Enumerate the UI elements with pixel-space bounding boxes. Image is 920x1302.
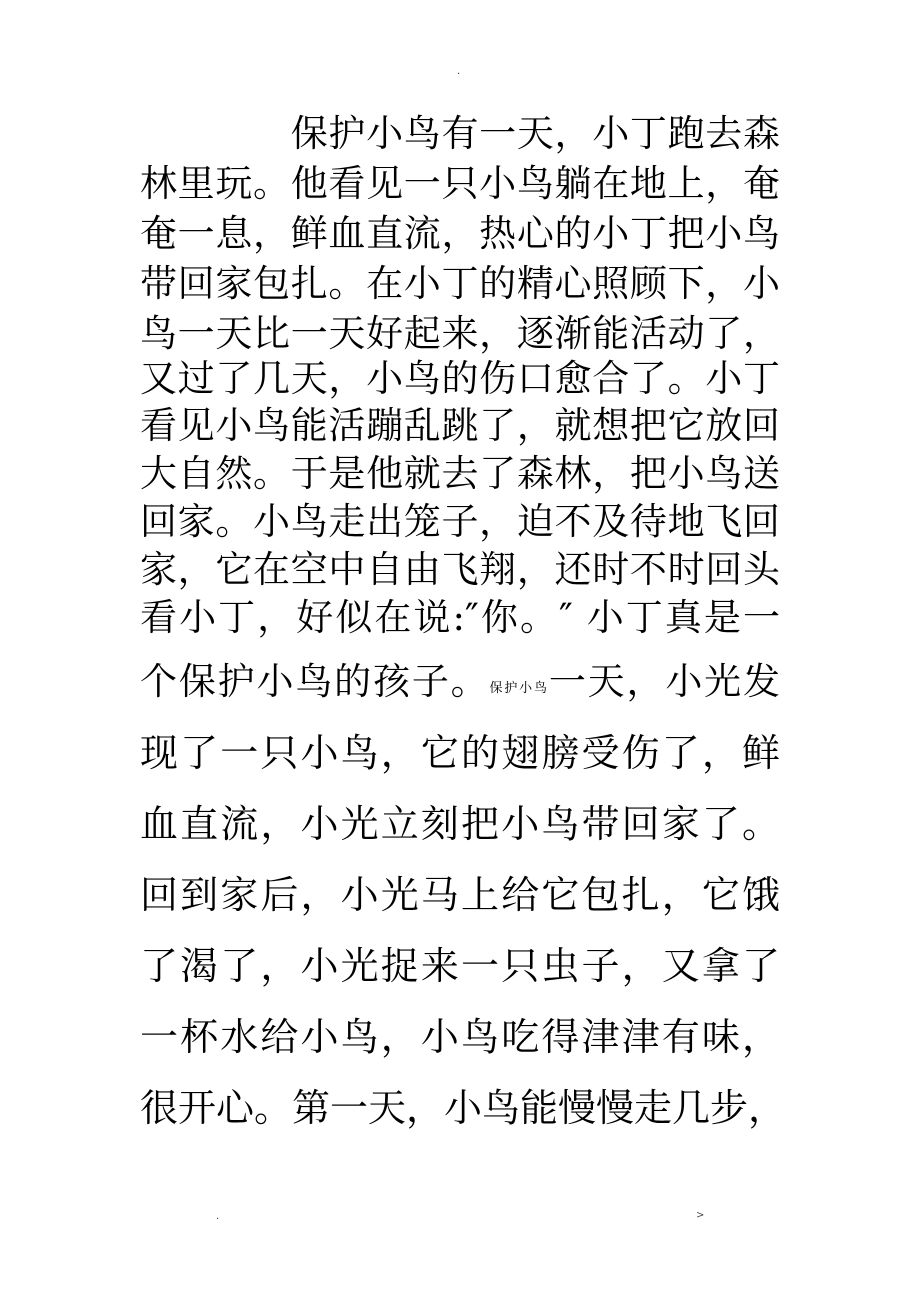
- story1-line-3: 奄一息，鲜血直流，热心的小丁把小鸟: [140, 212, 780, 255]
- story1-line-10: 家，它在空中自由飞翔，还时不时回头: [140, 548, 780, 591]
- page-bottom-right-mark: >: [696, 1210, 705, 1221]
- story1-line-2: 林里玩。他看见一只小鸟躺在地上，奄: [140, 162, 780, 205]
- story2-line-1: 现了一只小鸟，它的翅膀受伤了，鲜: [140, 731, 780, 775]
- story1-line-12: 个保护小鸟的孩子。: [140, 660, 490, 703]
- story1-line-7: 看见小鸟能活蹦乱跳了，就想把它放回: [140, 404, 780, 447]
- story1-line-4: 带回家包扎。在小丁的精心照顾下，小: [140, 262, 780, 305]
- story1-line-1-text: 保护小鸟有一天，小丁跑去森: [290, 112, 780, 155]
- story2-first-fragment: 一天，小光发: [548, 660, 781, 703]
- story1-line-6: 又过了几天，小鸟的伤口愈合了。小丁: [140, 357, 780, 400]
- page-bottom-left-mark: ·: [216, 1214, 220, 1225]
- story1-line-9: 回家。小鸟走出笼子，迫不及待地飞回: [140, 500, 780, 543]
- story1-line-5: 鸟一天比一天好起来，逐渐能活动了，: [140, 312, 780, 355]
- story2-line-3: 回到家后，小光马上给它包扎，它饿: [140, 873, 780, 917]
- story1-line-8: 大自然。于是他就去了森林，把小鸟送: [140, 452, 780, 495]
- story-transition-line: [140, 658, 780, 706]
- story2-line-2: 血直流，小光立刻把小鸟带回家了。: [140, 802, 780, 846]
- story2-title: 保护小鸟: [489, 681, 549, 696]
- story2-line-4: 了渴了，小光捉来一只虫子，又拿了: [140, 944, 780, 988]
- story2-line-5: 一杯水给小鸟，小鸟吃得津津有味，: [140, 1015, 780, 1059]
- story2-line-6: 很开心。第一天，小鸟能慢慢走几步，: [140, 1086, 787, 1130]
- story1-line-1: [140, 110, 780, 158]
- page-top-mark: ·: [457, 69, 461, 80]
- story1-line-11: 看小丁，好似在说:″你。″ 小丁真是一: [140, 596, 780, 639]
